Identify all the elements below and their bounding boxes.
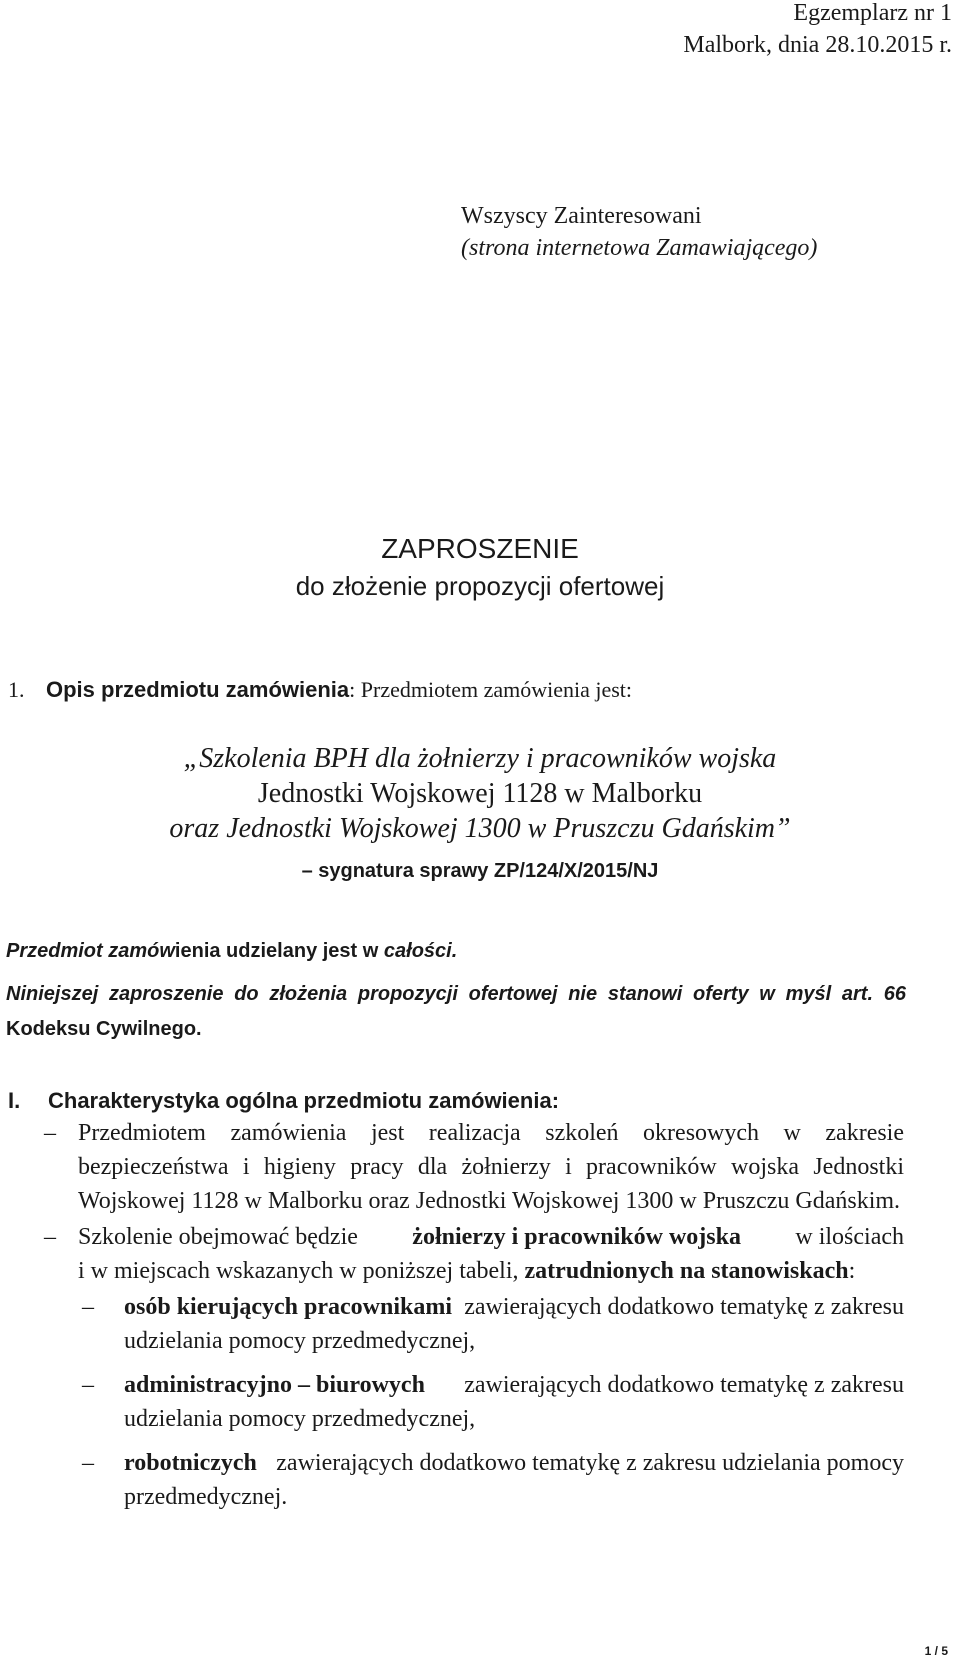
sub3-line2: przedmedycznej. [124, 1484, 288, 1510]
sub2-bold: administracyjno – biurowych [124, 1372, 425, 1398]
case-signature: – sygnatura sprawy ZP/124/X/2015/NJ [301, 860, 659, 882]
note1-part-a: Przedmiot zamów [6, 940, 175, 962]
subject-line2: Jednostki Wojskowej 1128 w Malborku [257, 778, 703, 809]
recipient-line2: (strona internetowa Zamawiającego) [461, 235, 818, 261]
sub1-bold: osób kierujących pracownikami [124, 1294, 453, 1320]
item2-line2 [78, 1258, 855, 1285]
bullet-dash: – [82, 1372, 94, 1398]
sub1-rest: zawierających dodatkowo tematykę z zakresu [464, 1294, 904, 1320]
sub3-bold: robotniczych [124, 1450, 257, 1476]
item2-line1-c: w ilościach [795, 1224, 904, 1250]
subject-line3: oraz Jednostki Wojskowej 1300 w Pruszczu Gdańskim” [169, 813, 791, 844]
document-title: ZAPROSZENIE [381, 533, 579, 564]
document-subtitle: do złożenie propozycji ofertowej [295, 571, 665, 601]
bullet-dash: – [82, 1294, 94, 1320]
section-number: 1. [8, 677, 25, 702]
item2-line1-a: Szkolenie obejmować będzie [78, 1224, 358, 1250]
characteristics-heading: Charakterystyka ogólna przedmiotu zamówienia: [48, 1088, 560, 1113]
sub2-line2: udzielania pomocy przedmedycznej, [124, 1406, 476, 1432]
subject-line1: „Szkolenia BPH dla żołnierzy i pracowników wojska [183, 743, 777, 774]
sub1-line2: udzielania pomocy przedmedycznej, [124, 1328, 476, 1354]
section1-heading-bold: Opis przedmiotu zamówienia [46, 677, 350, 702]
sub2-rest: zawierających dodatkowo tematykę z zakresu [464, 1372, 904, 1398]
note-not-offer-line1: Niniejszej zaproszenie do złożenia propozycji ofertowej nie stanowi oferty w myśl art. 66 [6, 983, 906, 1005]
recipient-line1: Wszyscy Zainteresowani [461, 203, 702, 229]
item2-line1 [78, 1224, 904, 1251]
place-date: Malbork, dnia 28.10.2015 r. [683, 32, 952, 58]
item2-line2-b: zatrudnionych na stanowiskach [524, 1258, 849, 1284]
item1-line2: bezpieczeństwa i higieny pracy dla żołnierzy i pracowników wojska Jednostki [78, 1154, 904, 1180]
sub2-line1 [124, 1372, 904, 1399]
item1-line3: Wojskowej 1128 w Malborku oraz Jednostki Wojskowej 1300 w Pruszczu Gdańskim. [78, 1188, 901, 1214]
item2-line1-b: żołnierzy i pracowników wojska [412, 1224, 741, 1250]
item2-line2-a: i w miejscach wskazanych w poniższej tabeli, [78, 1258, 519, 1284]
sub3-rest: zawierających dodatkowo tematykę z zakresu udzielania pomocy [276, 1450, 904, 1476]
note1-part-c: całości. [383, 940, 458, 962]
section1-heading [46, 677, 632, 703]
note1-part-b: ienia udzielany jest w [174, 940, 379, 962]
bullet-dash: – [44, 1224, 56, 1250]
note-not-offer-line2: Kodeksu Cywilnego. [6, 1018, 202, 1040]
page-number: 1 / 5 [924, 1644, 948, 1658]
sub1-line1 [124, 1294, 904, 1321]
characteristics-number: I. [8, 1088, 21, 1113]
section1-heading-rest: : Przedmiotem zamówienia jest: [349, 677, 633, 702]
copy-number: Egzemplarz nr 1 [793, 0, 952, 26]
item1-line1: Przedmiotem zamówienia jest realizacja szkoleń okresowych w zakresie [78, 1120, 904, 1146]
bullet-dash: – [82, 1450, 94, 1476]
note-whole-order [6, 940, 457, 963]
sub3-line1 [124, 1450, 904, 1477]
item2-line2-c: : [848, 1258, 856, 1284]
bullet-dash: – [44, 1120, 56, 1146]
